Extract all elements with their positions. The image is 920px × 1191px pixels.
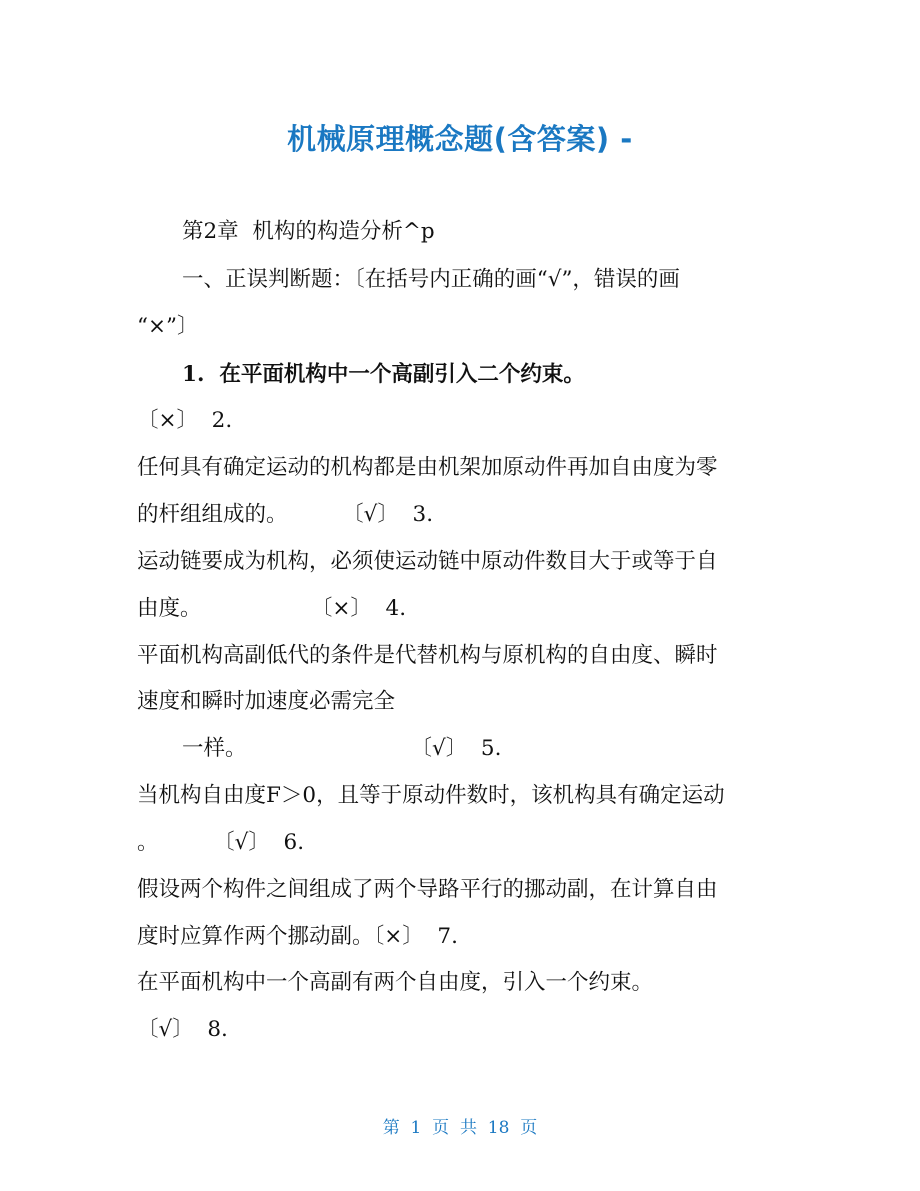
section-heading-line-2: “×”〕: [137, 314, 199, 339]
question-1: 1. 在平面机构中一个高副引入二个约束。: [182, 362, 585, 387]
text-line: 速度和瞬时加速度必需完全: [137, 689, 396, 714]
page-footer: 第 1 页 共 18 页: [382, 1118, 538, 1138]
section-heading-line-1: 一、正误判断题：〔在括号内正确的画“√”，错误的画: [182, 267, 680, 292]
answer-line: 〔√〕 8.: [137, 1017, 228, 1042]
text-line: 运动链要成为机构，必须使运动链中原动件数目大于或等于自: [137, 549, 718, 574]
text-line: 度时应算作两个挪动副。〔×〕 7.: [137, 924, 458, 949]
text-line: 一样。 〔√〕 5.: [182, 736, 502, 761]
answer-line: 〔×〕 2.: [137, 408, 233, 433]
chapter-heading: 第2章 机构的构造分析^p: [182, 219, 435, 244]
text-line: 任何具有确定运动的机构都是由机架加原动件再加自由度为零: [137, 455, 718, 480]
text-line: 在平面机构中一个高副有两个自由度，引入一个约束。: [137, 970, 654, 995]
text-line: 的杆组组成的。 〔√〕 3.: [137, 502, 434, 527]
document-title: 机械原理概念题(含答案) -: [287, 122, 633, 156]
text-line: 当机构自由度F＞0，且等于原动件数时，该机构具有确定运动: [137, 783, 725, 808]
text-line: 假设两个构件之间组成了两个导路平行的挪动副，在计算自由: [137, 877, 718, 902]
text-line: 。 〔√〕 6.: [137, 830, 305, 855]
text-line: 由度。 〔×〕 4.: [137, 596, 407, 621]
text-line: 平面机构高副低代的条件是代替机构与原机构的自由度、瞬时: [137, 643, 718, 668]
